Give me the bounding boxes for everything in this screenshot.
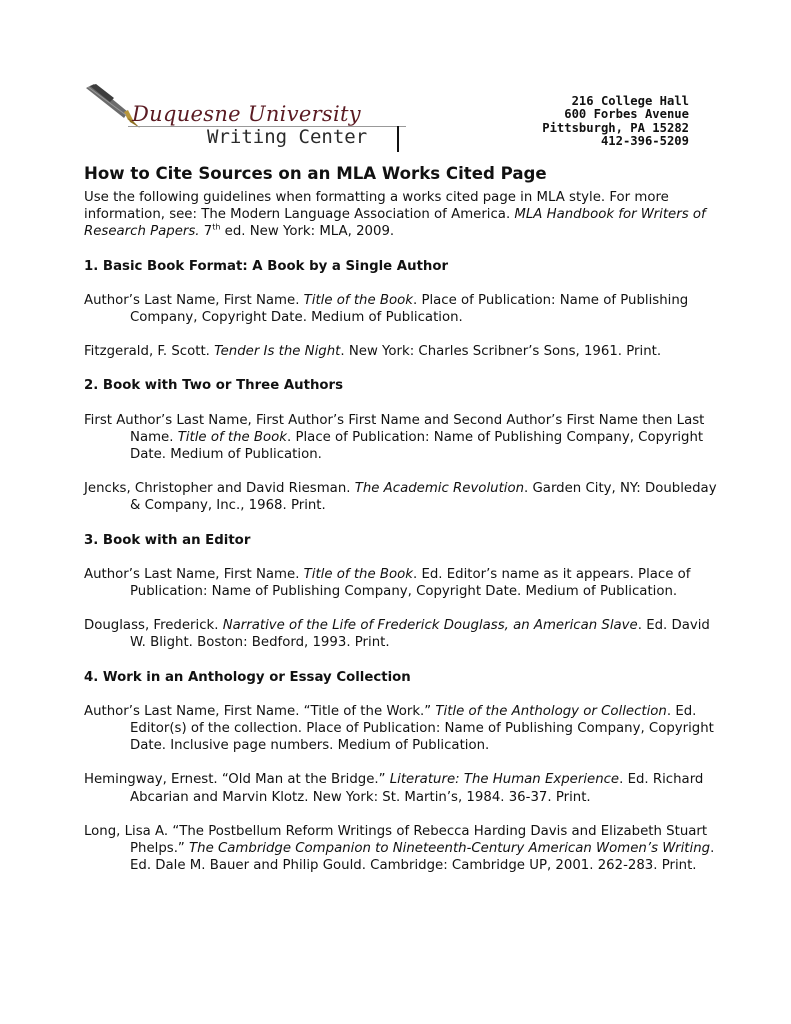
writing-center-logo <box>84 82 414 152</box>
edition-suffix: th <box>212 222 221 232</box>
citation-entry: First Author’s Last Name, First Author’s First Name and Second Author’s First Name then Last Name. Title of the Book. Place of Publication: Name of Publishing Company, Copyright Date. Medium of Publication. <box>84 412 705 463</box>
intro-text: Use the following guidelines when formatting a works cited page in MLA style. For more information, see: The Modern Language Association of America. <box>84 190 669 223</box>
citation-entry: Long, Lisa A. “The Postbellum Reform Writings of Rebecca Harding Davis and Elizabeth Stuart Phelps.” The Cambridge Companion to Nineteenth-Century American Women’s Writing. Ed. Dale M. Bauer and Philip Gould. Cambridge: Cambridge UP, 2001. 262-283. Print. <box>84 823 715 874</box>
citation-entry: Author’s Last Name, First Name. Title of the Book. Place of Publication: Name of Publishing Company, Copyright Date. Medium of Publication. <box>84 292 689 326</box>
citation-entry: Fitzgerald, F. Scott. Tender Is the Night. New York: Charles Scribner’s Sons, 1961. Print. <box>84 344 662 360</box>
section-heading: 3. Book with an Editor <box>84 532 251 548</box>
address-line: 600 Forbes Avenue <box>564 107 689 122</box>
edition-number: 7 <box>199 224 213 240</box>
section-heading: 2. Book with Two or Three Authors <box>84 378 344 394</box>
address-line: 216 College Hall <box>571 94 689 108</box>
handbook-title: MLA Handbook for Writers of Research Papers. <box>84 207 706 240</box>
address-line: Pittsburgh, PA 15282 <box>542 120 689 135</box>
intro-publication: ed. New York: MLA, 2009. <box>220 224 395 240</box>
contact-address <box>542 95 689 149</box>
page-title: How to Cite Sources on an MLA Works Cited Page <box>84 164 547 183</box>
citation-entry: Author’s Last Name, First Name. “Title of the Work.” Title of the Anthology or Collection. Ed. Editor(s) of the collection. Place of Publication: Name of Publishing Company, Copyright Date. Inclusive page numbers. Medium of Publication. <box>84 703 714 754</box>
logo-university-name: Duquesne University <box>132 102 361 126</box>
document-body <box>84 163 724 891</box>
citation-entry: Author’s Last Name, First Name. Title of the Book. Ed. Editor’s name as it appears. Place of Publication: Name of Publishing Company, Copyright Date. Medium of Publication. <box>84 566 691 600</box>
logo-center-name: Writing Center <box>207 126 368 148</box>
citation-entry: Hemingway, Ernest. “Old Man at the Bridge.” Literature: The Human Experience. Ed. Richard Abcarian and Marvin Klotz. New York: St. Martin’s, 1984. 36-37. Print. <box>84 772 704 805</box>
citation-entry: Douglass, Frederick. Narrative of the Life of Frederick Douglass, an American Slave. Ed. David W. Blight. Boston: Bedford, 1993. Print. <box>84 618 710 651</box>
section-heading: 4. Work in an Anthology or Essay Collection <box>84 669 411 685</box>
phone-number: 412-396-5209 <box>600 134 689 149</box>
citation-entry: Jencks, Christopher and David Riesman. The Academic Revolution. Garden City, NY: Doubleday & Company, Inc., 1968. Print. <box>84 481 717 514</box>
section-heading: 1. Basic Book Format: A Book by a Single Author <box>84 258 449 274</box>
logo-cursor-bar <box>397 126 399 152</box>
intro-paragraph <box>84 189 724 241</box>
